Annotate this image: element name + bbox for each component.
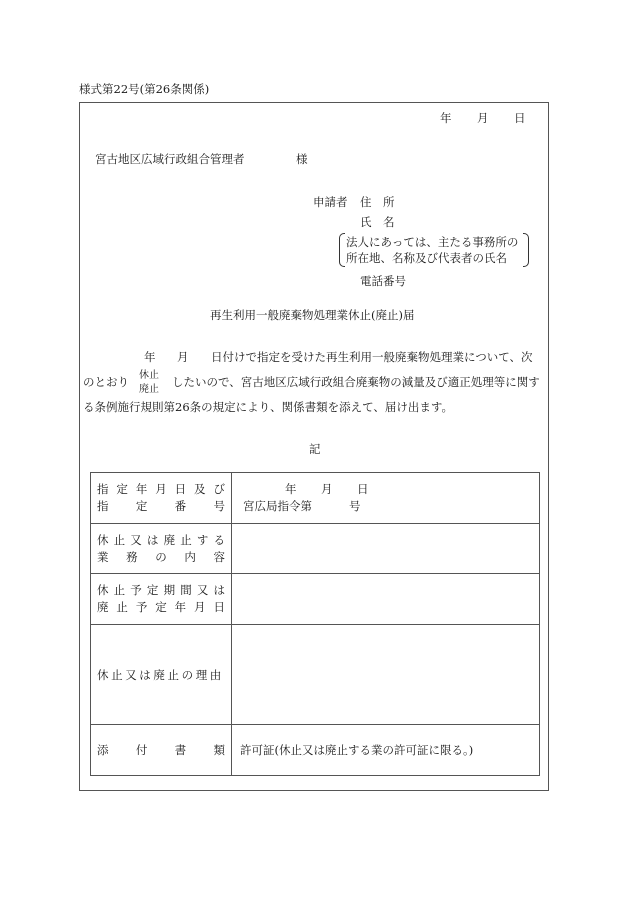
body-option-abolish: 廃止 [139,384,159,395]
applicant-note-line2: 所在地、名称及び代表者の氏名 [346,251,507,265]
designation-year: 年 [285,482,297,496]
label-char: 務 [126,549,138,564]
label-char: す [196,532,209,547]
label-char: 定 [155,600,167,614]
body-month: 月 [177,350,189,364]
table-row [91,725,540,776]
label-char: 内 [184,549,196,564]
value-attachments: 許可証(休止又は廃止する業の許可証に限る。) [232,725,540,776]
label-char: の [155,549,167,564]
label-suspension-period [91,574,232,625]
label-char: 月 [155,482,167,496]
form-number: 様式第22号(第26条関係) [79,82,210,96]
document-title: 再生利用一般廃棄物処理業休止(廃止)届 [210,308,415,322]
note-bracket-right [523,233,529,267]
label-char: 廃 [97,600,109,614]
label-char: 止 [180,532,192,547]
label-char: 月 [194,600,206,614]
body-option-suspend: 休止 [139,370,159,381]
label-reason [91,625,232,725]
label-char: 廃 [163,532,176,547]
label-char: 間 [180,583,192,597]
label-char: 期 [163,583,176,597]
designation-day: 日 [357,482,369,496]
label-char: 指 [97,482,109,496]
date-month: 月 [477,111,489,125]
label-char: る [213,532,225,547]
label-char: 定 [146,583,159,597]
ki-heading: 記 [309,442,321,456]
addressee-name: 宮古地区広域行政組合管理者 [95,152,245,166]
table-row [91,574,540,625]
label-char: 又 [196,583,209,597]
body-line1: 日付けで指定を受けた再生利用一般廃棄物処理業について、次 [211,350,533,364]
body-line2-pre: のとおり [83,375,129,389]
label-char: 指 [97,499,109,513]
label-char: 定 [135,499,148,513]
applicant-label: 申請者 [313,195,348,209]
label-char: 書 [174,742,187,757]
body-line2: したいので、宮古地区広域行政組合廃棄物の減量及び適正処理等に関す [172,375,540,389]
value-suspension-period [232,574,540,625]
label-char: 止 [113,583,126,597]
label-char: 休 [97,583,109,597]
date-line [440,110,526,126]
label-char: 日 [213,600,225,614]
label-char: 容 [213,549,225,564]
date-year: 年 [440,111,452,125]
details-table [90,472,540,776]
table-row [91,473,540,524]
label-char: は [213,583,225,597]
label-char: 業 [97,549,109,564]
label-char: 定 [116,482,128,496]
value-business-content [232,524,540,574]
label-char: は [146,532,159,547]
reason-label-text: 休止又は廃止の理由 [97,667,224,682]
label-char: び [213,482,225,496]
applicant-phone: 電話番号 [360,274,406,288]
label-char: 日 [174,482,187,496]
label-char: 番 [174,499,187,513]
table-row [91,625,540,725]
label-char: 添 [97,742,109,757]
label-business-content [91,524,232,574]
label-char: 止 [113,532,126,547]
body-year: 年 [144,350,156,364]
date-day: 日 [514,111,526,125]
label-designation-date [91,473,232,524]
note-bracket-left [339,233,345,267]
designation-ref: 宮広局指令第 [243,499,312,513]
label-char: 付 [135,742,148,757]
label-char: 年 [174,600,187,614]
label-char: 年 [135,482,148,496]
label-attachments [91,725,232,776]
label-char: 休 [97,532,109,547]
value-reason [232,625,540,725]
label-char: 予 [135,600,148,614]
label-char: 止 [116,600,128,614]
label-char: 及 [194,482,206,496]
label-char: 号 [213,499,225,513]
value-designation-date [232,473,540,524]
applicant-name: 氏 名 [360,215,395,229]
designation-month: 月 [321,482,333,496]
label-char: 又 [130,532,142,547]
applicant-address: 住 所 [360,195,395,209]
addressee-honorific: 様 [296,152,308,166]
designation-go: 号 [349,499,361,513]
label-char: 類 [213,742,225,757]
label-char: 予 [130,583,142,597]
body-line3: る条例施行規則第26条の規定により、関係書類を添えて、届け出ます。 [83,400,453,414]
table-row [91,524,540,574]
applicant-note-line1: 法人にあっては、主たる事務所の [346,235,519,249]
